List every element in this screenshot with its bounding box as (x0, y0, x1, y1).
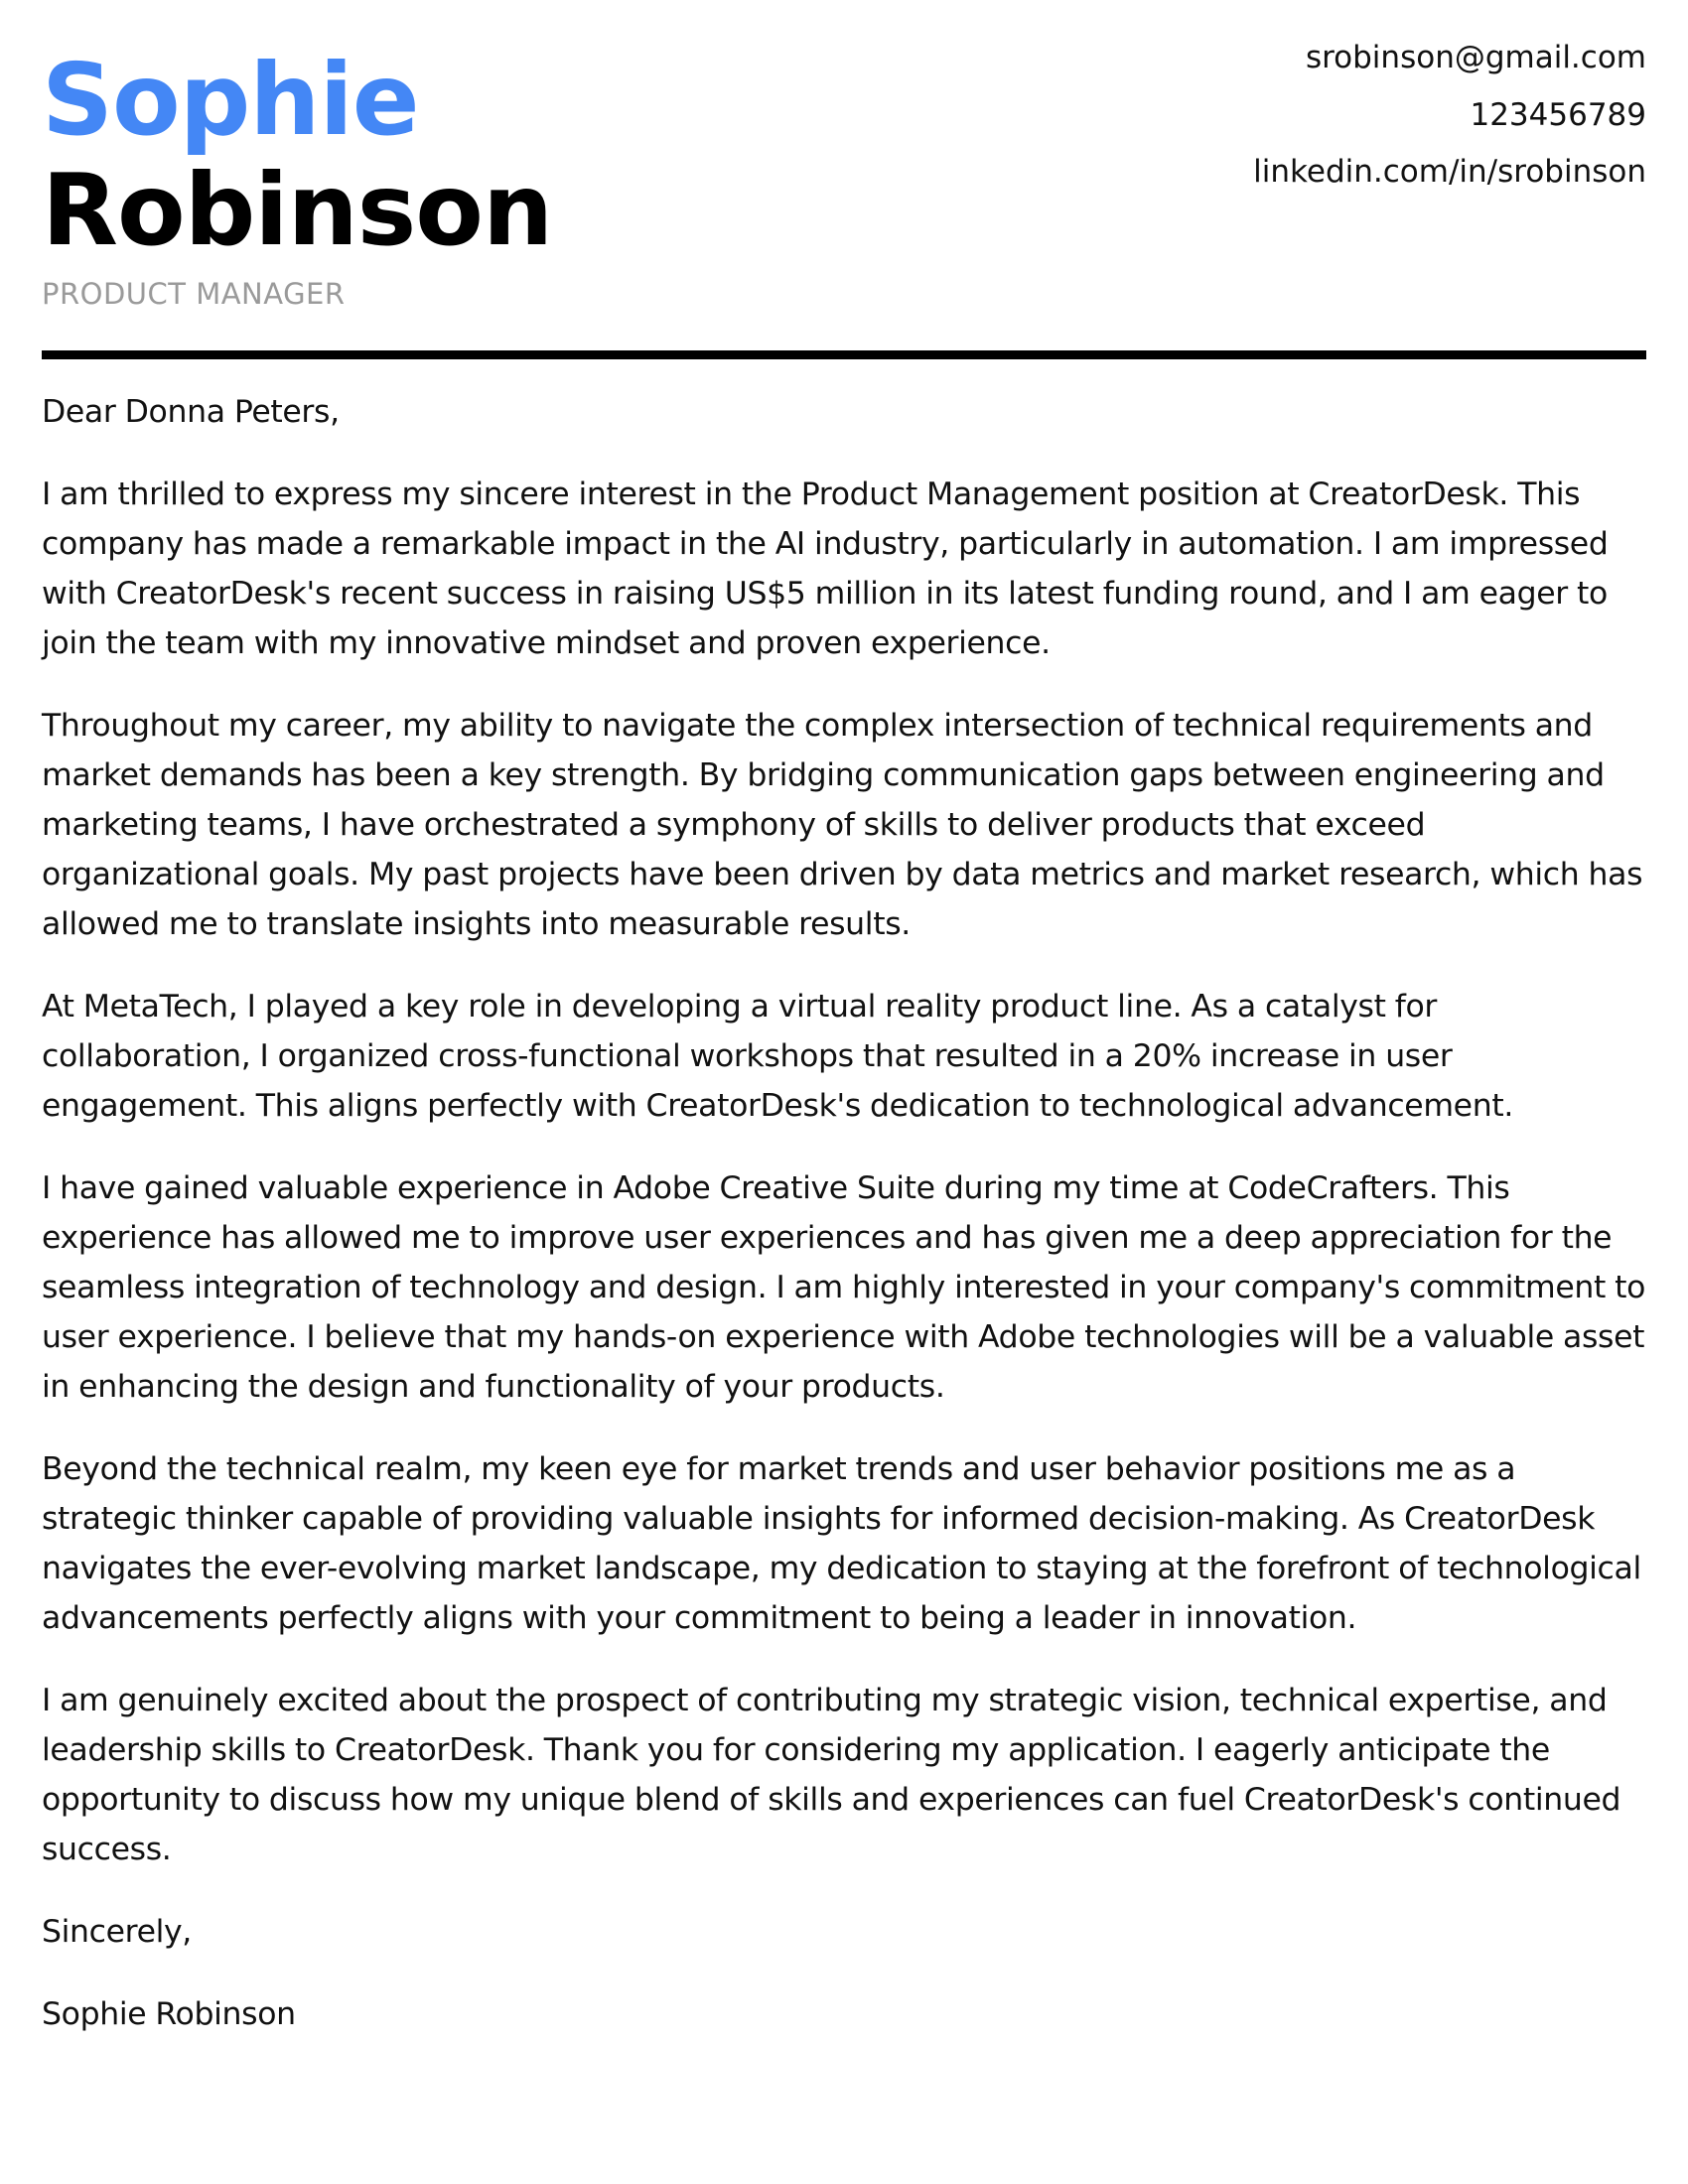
header-divider (42, 350, 1646, 359)
paragraph: Throughout my career, my ability to navigate the complex intersection of technical requirements and market demands has been a key strength. By bridging communication gaps between engineering and marketing teams, I have orchestrated a symphony of skills to deliver products that exceed organizational goals. My past projects have been driven by data metrics and market research, which has allowed me to translate insights into measurable results. (42, 708, 1643, 942)
last-name: Robinson (42, 152, 553, 268)
email-link[interactable]: srobinson@gmail.com (1305, 40, 1646, 75)
phone-number: 123456789 (1470, 96, 1646, 133)
first-name: Sophie (42, 42, 419, 158)
signature: Sophie Robinson (42, 1996, 296, 2032)
linkedin-link[interactable]: linkedin.com/in/srobinson (1253, 154, 1646, 190)
paragraph: Beyond the technical realm, my keen eye for market trends and user behavior positions me as a strategic thinker capable of providing valuable insights for informed decision-making. As CreatorDesk navigates the ever-evolving market landscape, my dedication to staying at the forefront of technological advancements perfectly aligns with your commitment to being a leader in innovation. (42, 1451, 1641, 1636)
paragraph: I am genuinely excited about the prospect of contributing my strategic vision, technical expertise, and leadership skills to CreatorDesk. Thank you for considering my application. I eagerly anticipate the opportunity to discuss how my unique blend of skills and experiences can fuel CreatorDesk's continued success. (42, 1683, 1621, 1867)
paragraph: I am thrilled to express my sincere interest in the Product Management position at CreatorDesk. This company has made a remarkable impact in the AI industry, particularly in automation. I am impressed with CreatorDesk's recent success in raising US$5 million in its latest funding round, and I am eager to join the team with my innovative mindset and proven experience. (42, 477, 1609, 661)
letter-header (42, 0, 1646, 349)
letter-body (42, 387, 1650, 2072)
paragraph: I have gained valuable experience in Adobe Creative Suite during my time at CodeCrafters. This experience has allowed me to improve user experiences and has given me a deep appreciation for the seamless integration of technology and design. I am highly interested in your company's commitment to user experience. I believe that my hands-on experience with Adobe technologies will be a valuable asset in enhancing the design and functionality of your products. (42, 1170, 1646, 1405)
salutation: Dear Donna Peters, (42, 394, 340, 430)
contact-info (1253, 40, 1646, 211)
closing: Sincerely, (42, 1914, 192, 1950)
job-title: PRODUCT MANAGER (42, 277, 346, 311)
paragraph: At MetaTech, I played a key role in developing a virtual reality product line. As a catalyst for collaboration, I organized cross-functional workshops that resulted in a 20% increase in user engagement. This aligns perfectly with CreatorDesk's dedication to technological advancement. (42, 989, 1513, 1124)
